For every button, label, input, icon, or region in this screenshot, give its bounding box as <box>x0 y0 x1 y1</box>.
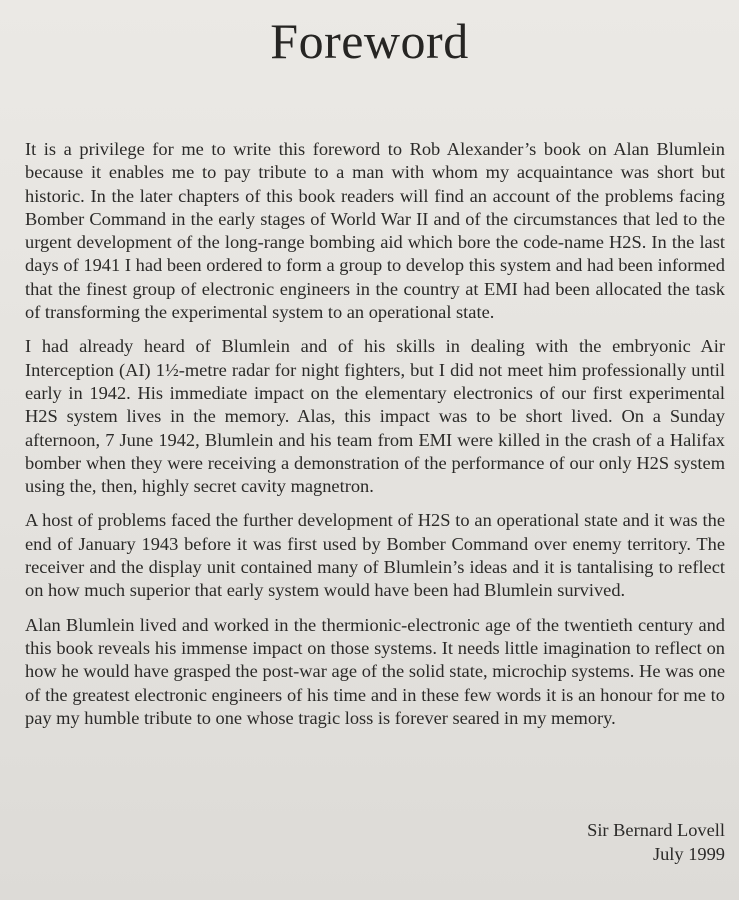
foreword-body <box>25 138 725 741</box>
page-title: Foreword <box>270 13 469 69</box>
paragraph-2: I had already heard of Blumlein and of his skills in dealing with the embryonic Air Interception (AI) 1½-metre radar for night fighters, but I did not meet him professionally until early in 1942. His immediate impact on the elementary electronics of our first experimental H2S system lives in the memory. Alas, this impact was to be short lived. On a Sunday afternoon, 7 June 1942, Blumlein and his team from EMI were killed in the crash of a Halifax bomber when they were receiving a demonstration of the performance of our only H2S system using the, then, highly secret cavity magnetron. <box>25 336 725 497</box>
paragraph-4: Alan Blumlein lived and worked in the thermionic-electronic age of the twentieth century and this book reveals his immense impact on those systems. It needs little imagination to reflect on how he would have grasped the post-war age of the solid state, microchip systems. He was one of the greatest electronic engineers of his time and in these few words it is an honour for me to pay my humble tribute to one whose tragic loss is forever seared in my memory. <box>25 614 725 728</box>
signature-block <box>587 819 725 866</box>
paragraph-1: It is a privilege for me to write this foreword to Rob Alexander’s book on Alan Blumlein because it enables me to pay tribute to a man with whom my acquaintance was short but historic. In the later chapters of this book readers will find an account of the problems facing Bomber Command in the early stages of World War II and of the circumstances that led to the urgent development of the long-range bombing aid which bore the code-name H2S. In the last days of 1941 I had been ordered to form a group to develop this system and had been informed that the finest group of electronic engineers in the country at EMI had been allocated the task of transforming the experimental system to an operational state. <box>25 139 725 323</box>
paragraph-3: A host of problems faced the further development of H2S to an operational state and it was the end of January 1943 before it was first used by Bomber Command over enemy territory. The receiver and the display unit contained many of Blumlein’s ideas and it is tantalising to reflect on how much superior that early system would have been had Blumlein survived. <box>25 510 725 601</box>
signature-date: July 1999 <box>652 843 725 864</box>
author-name: Sir Bernard Lovell <box>587 820 725 840</box>
